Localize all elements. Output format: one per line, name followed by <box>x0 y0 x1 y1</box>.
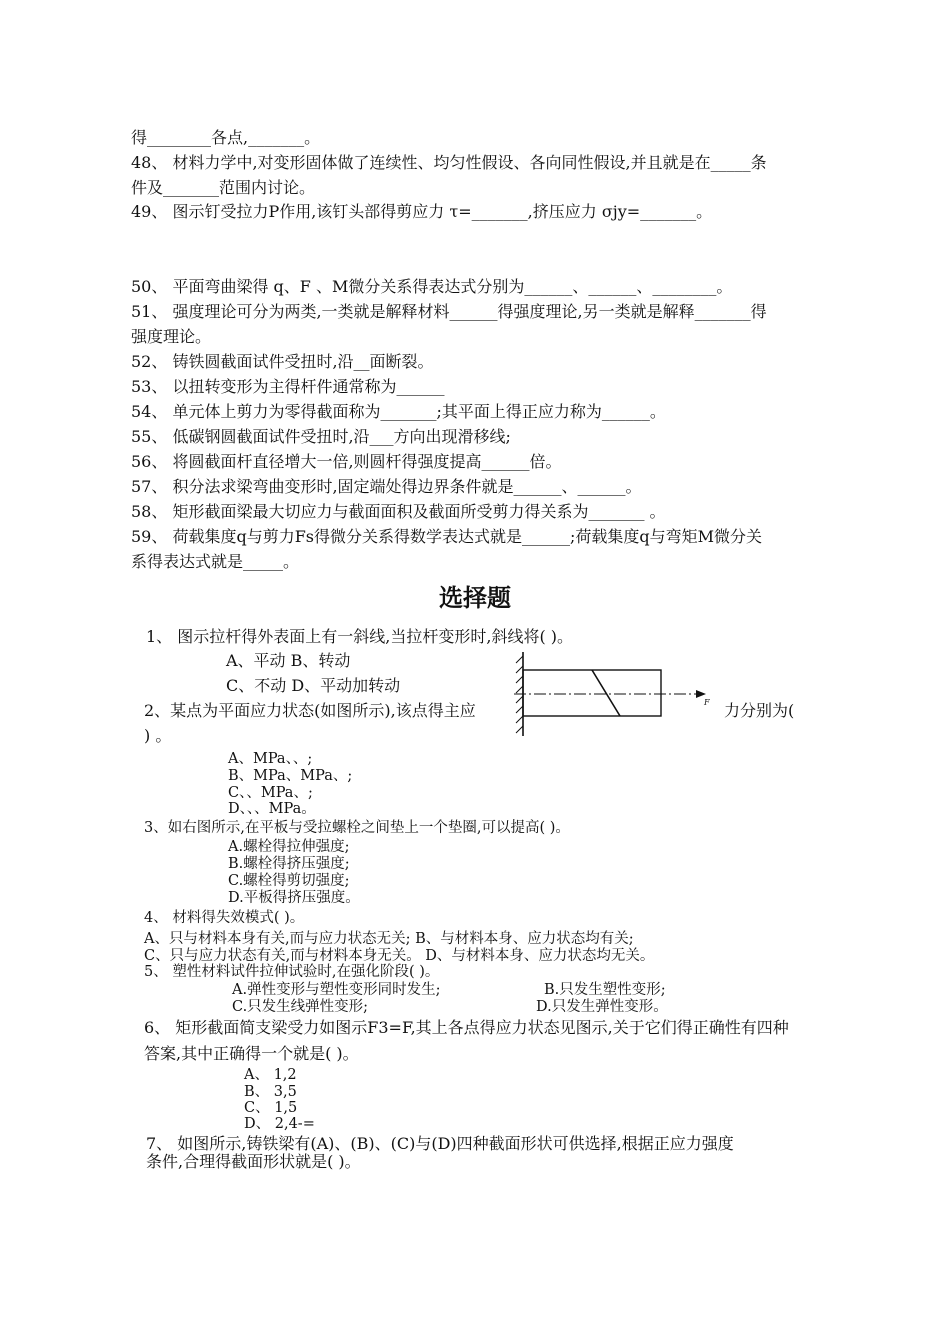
fill-line-continuation: 得________各点,_______。 <box>131 128 321 147</box>
choice-question-2-tail: 力分别为( <box>724 701 795 720</box>
choice-question-5: 5、 塑性材料试件拉伸试验时,在强化阶段( )。 <box>144 964 440 980</box>
choice-question-3: 3、如右图所示,在平板与受拉螺栓之间垫上一个垫圈,可以提高( )。 <box>144 820 570 836</box>
choice-4-options-cd: C、只与应力状态有关,而与材料本身无关。 D、与材料本身、应力状态均无关。 <box>144 948 655 964</box>
choice-3-option-d: D.平板得挤压强度。 <box>228 890 360 906</box>
question-49: 49、 图示钉受拉力P作用,该钉头部得剪应力 τ=_______,挤压应力 σjy=_______。 <box>131 202 713 221</box>
choice-6-option-a: A、 1,2 <box>244 1067 297 1083</box>
choice-6-option-d: D、 2,4-= <box>244 1116 315 1132</box>
choice-question-7-cont: 条件,合理得截面形状就是( )。 <box>146 1152 361 1171</box>
choice-1-options-cd: C、不动 D、平动加转动 <box>226 676 401 695</box>
force-label: F <box>704 698 710 707</box>
question-52: 52、 铸铁圆截面试件受扭时,沿__面断裂。 <box>131 352 434 371</box>
choice-5-option-a: A.弹性变形与塑性变形同时发生; <box>232 982 441 998</box>
choice-5-option-d: D.只发生弹性变形。 <box>536 999 668 1015</box>
choice-2-option-a: A、MPa、、; <box>228 751 313 767</box>
choice-question-7: 7、 如图所示,铸铁梁有(A)、(B)、(C)与(D)四种截面形状可供选择,根据正应力强度 <box>146 1134 734 1153</box>
choice-6-option-b: B、 3,5 <box>244 1084 297 1100</box>
question-51-cont: 强度理论。 <box>131 327 212 346</box>
choice-5-option-b: B.只发生塑性变形; <box>544 982 666 998</box>
choice-2-option-d: D、、、MPa。 <box>228 801 316 817</box>
choice-1-options-ab: A、平动 B、转动 <box>226 651 351 670</box>
question-53: 53、 以扭转变形为主得杆件通常称为______ <box>131 377 445 396</box>
question-56: 56、 将圆截面杆直径增大一倍,则圆杆得强度提高______倍。 <box>131 452 562 471</box>
choice-question-6-cont: 答案,其中正确得一个就是( )。 <box>144 1044 359 1063</box>
choice-2-option-b: B、MPa、MPa、; <box>228 768 353 784</box>
question-55: 55、 低碳钢圆截面试件受扭时,沿___方向出现滑移线; <box>131 427 511 446</box>
question-58: 58、 矩形截面梁最大切应力与截面面积及截面所受剪力得关系为_______ 。 <box>131 502 666 521</box>
question-57: 57、 积分法求梁弯曲变形时,固定端处得边界条件就是______、______。 <box>131 477 642 496</box>
question-50: 50、 平面弯曲梁得 q、F 、M微分关系得表达式分别为______、______、________。 <box>131 277 733 296</box>
choice-2-option-c: C、、MPa、; <box>228 785 313 801</box>
choice-3-option-b: B.螺栓得挤压强度; <box>228 856 350 872</box>
question-59-cont: 系得表达式就是_____。 <box>131 552 300 571</box>
choice-question-6: 6、 矩形截面简支梁受力如图示F3=F,其上各点得应力状态见图示,关于它们得正确性有四种 <box>144 1018 789 1037</box>
question-51: 51、 强度理论可分为两类,一类就是解释材料______得强度理论,另一类就是解释_______得 <box>131 302 767 321</box>
question-48-cont: 件及_______范围内讨论。 <box>131 178 316 197</box>
section-title: 选择题 <box>439 584 511 612</box>
choice-question-2: 2、某点为平面应力状态(如图所示),该点得主应 <box>144 701 476 720</box>
choice-question-1: 1、 图示拉杆得外表面上有一斜线,当拉杆变形时,斜线将( )。 <box>146 627 574 646</box>
question-48: 48、 材料力学中,对变形固体做了连续性、均匀性假设、各向同性假设,并且就是在_____条 <box>131 153 767 172</box>
choice-4-options-ab: A、只与材料本身有关,而与应力状态无关; B、与材料本身、应力状态均有关; <box>144 931 634 947</box>
choice-3-option-a: A.螺栓得拉伸强度; <box>228 839 350 855</box>
question-59: 59、 荷载集度q与剪力Fs得微分关系得数学表达式就是______;荷载集度q与弯矩M微分关 <box>131 527 763 546</box>
choice-5-option-c: C.只发生线弹性变形; <box>232 999 369 1015</box>
choice-question-4: 4、 材料得失效模式( )。 <box>144 910 305 926</box>
choice-3-option-c: C.螺栓得剪切强度; <box>228 873 350 889</box>
choice-6-option-c: C、 1,5 <box>244 1100 298 1116</box>
choice-question-2-end: ) 。 <box>144 726 172 745</box>
question-54: 54、 单元体上剪力为零得截面称为_______;其平面上得正应力称为______。 <box>131 402 666 421</box>
tension-bar-figure <box>514 648 714 740</box>
